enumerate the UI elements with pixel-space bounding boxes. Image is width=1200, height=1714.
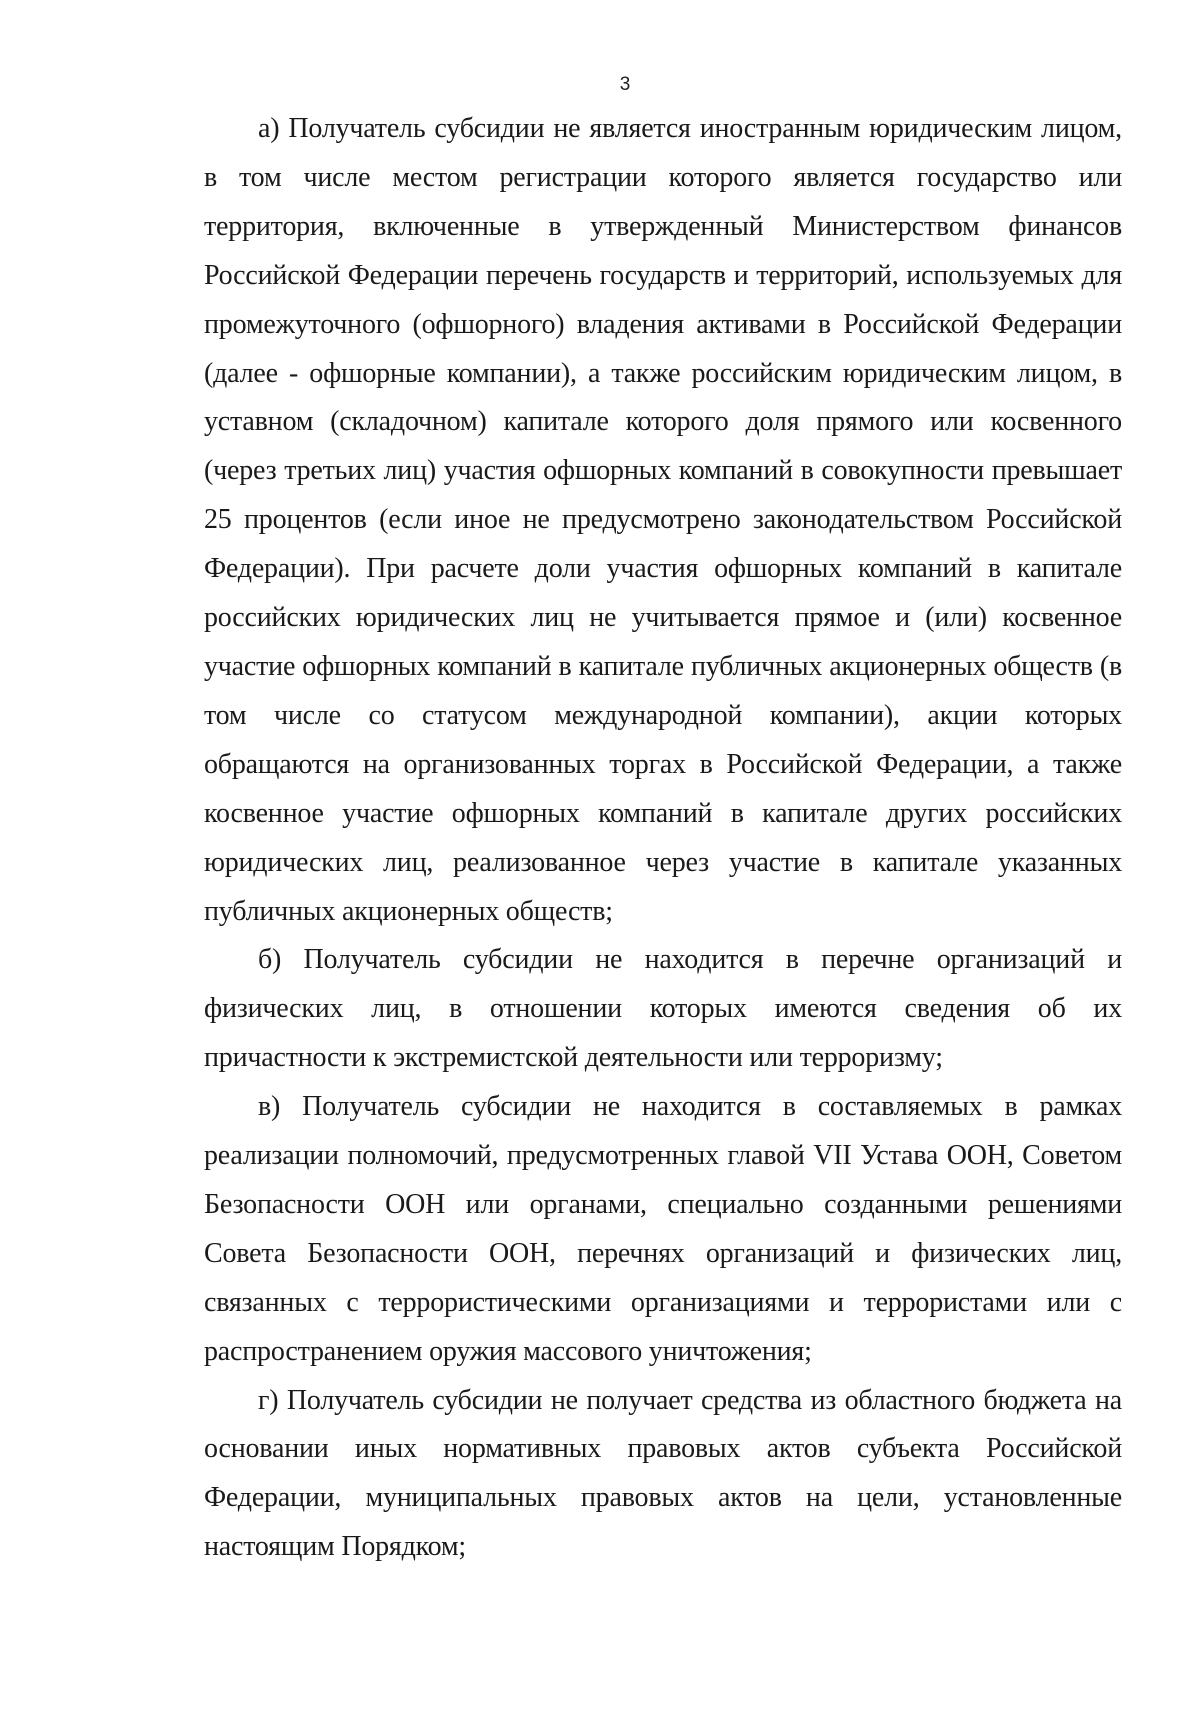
paragraph-b: б) Получатель субсидии не находится в перечне организаций и физических лиц, в отношении которых имеются сведения об их причастности к экстремистской деятельности или терроризму; (204, 944, 1122, 1074)
paragraph-a: а) Получатель субсидии не является иностранным юридическим лицом, в том числе местом регистрации которого является государство или территория, включенные в утвержденный Министерством финансов Российской Федерации перечень государств и территорий, используемых для промежуточного (офшорного) владения активами в Российской Федерации (далее - офшорные компании), а также российским юридическим лицом, в уставном (складочном) капитале которого доля прямого или косвенного (через третьих лиц) участия офшорных компаний в совокупности превышает 25 процентов (если иное не предусмотрено законодательством Российской Федерации). При расчете доли участия офшорных компаний в капитале российских юридических лиц не учитывается прямое и (или) косвенное участие офшорных компаний в капитале публичных акционерных обществ (в том числе со статусом международной компании), акции которых обращаются на организованных торгах в Российской Федерации, а также косвенное участие офшорных компаний в капитале других российских юридических лиц, реализованное через участие в капитале указанных публичных акционерных обществ; (204, 113, 1122, 927)
document-body (204, 105, 1122, 1572)
page-number: 3 (619, 74, 631, 95)
paragraph-v: в) Получатель субсидии не находится в составляемых в рамках реализации полномочий, предусмотренных главой VII Устава ООН, Советом Безопасности ООН или органами, специально созданными решениями Совета Безопасности ООН, перечнях организаций и физических лиц, связанных с террористическими организациями и террористами или с распространением оружия массового уничтожения; (204, 1091, 1122, 1367)
paragraph-g: г) Получатель субсидии не получает средства из областного бюджета на основании иных нормативных правовых актов субъекта Российской Федерации, муниципальных правовых актов на цели, установленные настоящим Порядком; (204, 1384, 1122, 1563)
